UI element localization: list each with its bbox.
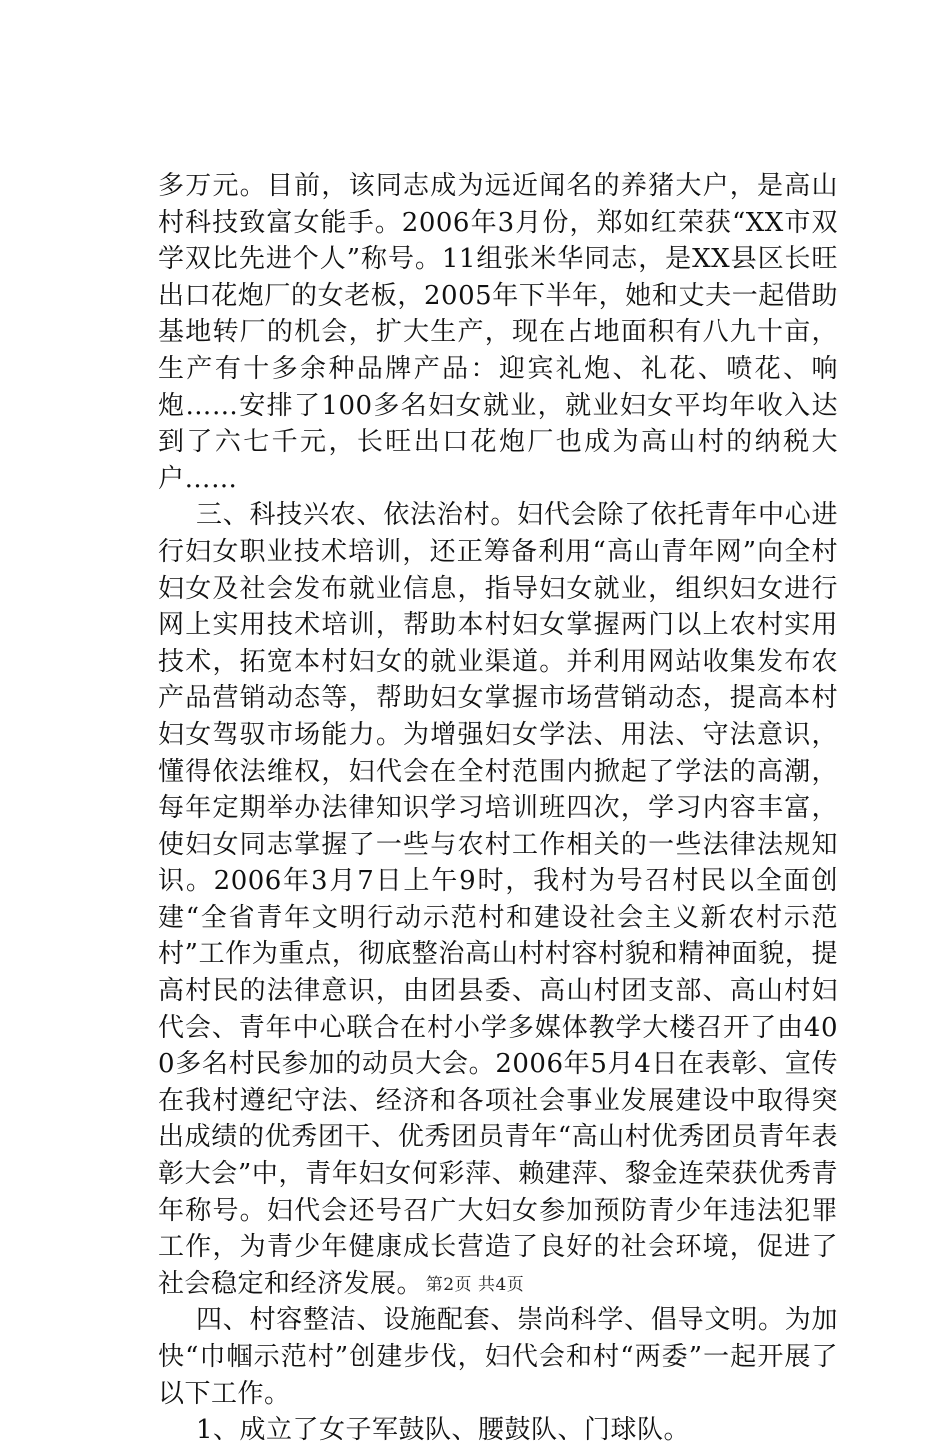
paragraph-section-three: 三、科技兴农、依法治村。妇代会除了依托青年中心进行妇女职业技术培训，还正筹备利用“高山青年网”向全村妇女及社会发布就业信息，指导妇女就业，组织妇女进行网上实用技术培训，帮助本村妇女掌握两门以上农村实用技术，拓宽本村妇女的就业渠道。并利用网站收集发布农产品营销动态等，帮助妇女掌握市场营销动态，提高本村妇女驾驭市场能力。为增强妇女学法、用法、守法意识，懂得依法维权，妇代会在全村范围内掀起了学法的高潮，每年定期举办法律知识学习培训班四次，学习内容丰富，使妇女同志掌握了一些与农村工作相关的一些法律法规知识。2006年3月7日上午9时，我村为号召村民以全面创建“全省青年文明行动示范村和建设社会主义新农村示范村”工作为重点，彻底整治高山村村容村貌和精神面貌，提高村民的法律意识，由团县委、高山村团支部、高山村妇代会、青年中心联合在村小学多媒体教学大楼召开了由400多名村民参加的动员大会。2006年5月4日在表彰、宣传在我村遵纪守法、经济和各项社会事业发展建设中取得突出成绩的优秀团干、优秀团员青年“高山村优秀团员青年表彰大会”中，青年妇女何彩萍、赖建萍、黎金连荣获优秀青年称号。妇代会还号召广大妇女参加预防青少年违法犯罪工作，为青少年健康成长营造了良好的社会环境，促进了社会稳定和经济发展。: [158, 500, 838, 1299]
paragraph-continuation: 多万元。目前，该同志成为远近闻名的养猪大户，是高山村科技致富女能手。2006年3月份，郑如红荣获“XX市双学双比先进个人”称号。11组张米华同志，是XX县区长旺出口花炮厂的女老板，2005年下半年，她和丈夫一起借助基地转厂的机会，扩大生产，现在占地面积有八九十亩，生产有十多余种品牌产品：迎宾礼炮、礼花、喷花、响炮……安排了100多名妇女就业，就业妇女平均年收入达到了六七千元，长旺出口花炮厂也成为高山村的纳税大户……: [158, 171, 838, 494]
document-body: [158, 168, 838, 1449]
page-footer: 第2页 共4页: [425, 1275, 525, 1295]
paragraph-section-four: 四、村容整洁、设施配套、崇尚科学、倡导文明。为加快“巾帼示范村”创建步伐，妇代会和村“两委”一起开展了以下工作。: [158, 1305, 838, 1409]
paragraph-list-item-one: 1、成立了女子军鼓队、腰鼓队、门球队。: [196, 1415, 691, 1446]
